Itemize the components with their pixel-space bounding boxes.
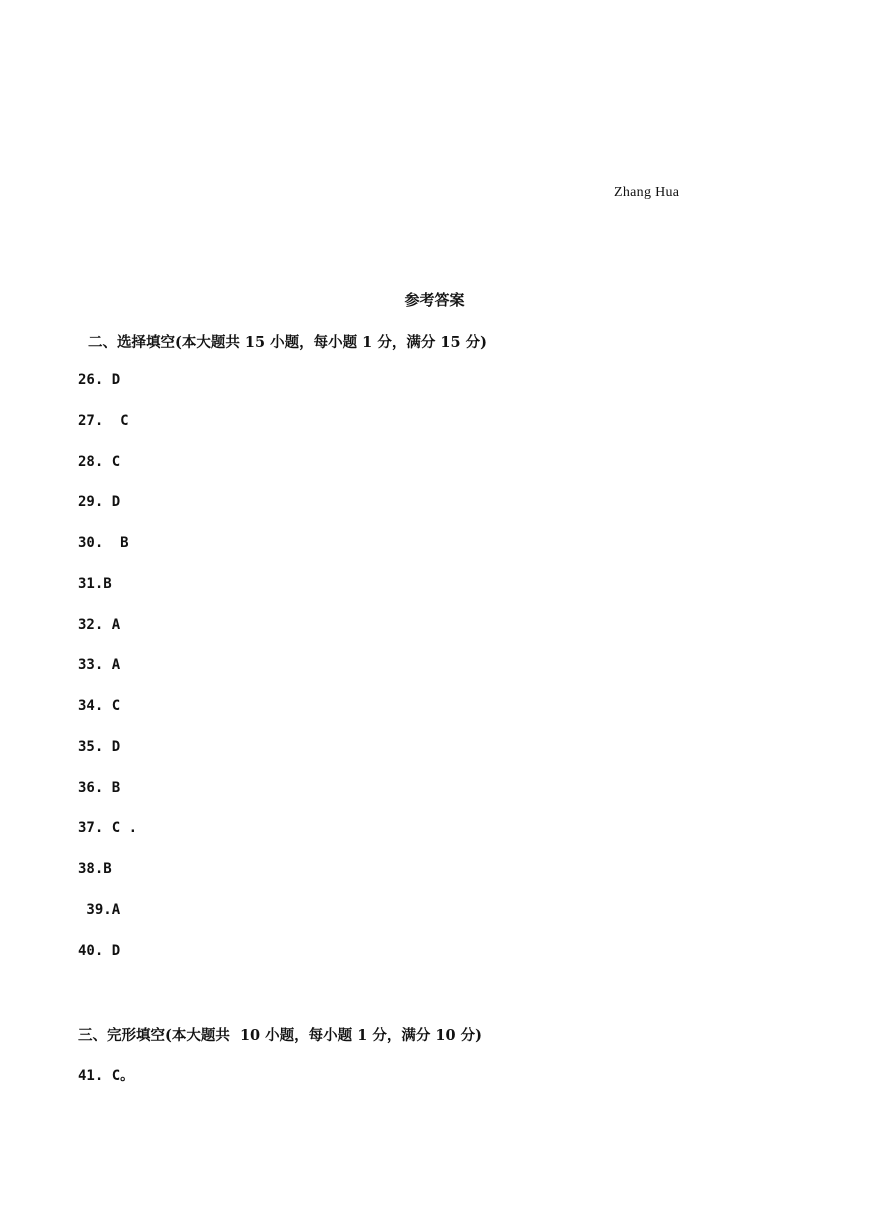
answer-item: 39.A [78, 902, 121, 918]
answer-item: 38.B [78, 861, 112, 877]
answer-item: 33. A [78, 657, 121, 673]
answer-item: 34. C [78, 698, 121, 714]
page-title-text: 参考答案 [404, 291, 465, 309]
answer-item: 36. B [78, 780, 121, 796]
answer-item: 29. D [78, 494, 121, 510]
signature: Zhang Hua [614, 185, 680, 200]
answer-item: 26. D [78, 372, 121, 388]
answer-item: 32. A [78, 617, 121, 633]
answer-item: 30. B [78, 535, 129, 551]
page-title [0, 289, 869, 310]
section-2-heading: 二、选择填空(本大题共 15 小题，每小题 1 分，满分 15 分) [88, 334, 487, 351]
answer-item: 37. C . [78, 820, 138, 836]
section-3-heading: 三、完形填空(本大题共 10 小题，每小题 1 分，满分 10 分) [78, 1027, 483, 1044]
answer-item: 28. C [78, 454, 121, 470]
answer-item: 41. C。 [78, 1068, 135, 1084]
answer-item: 40. D [78, 943, 121, 959]
answer-item: 31.B [78, 576, 112, 592]
answer-item: 27. C [78, 413, 129, 429]
answer-item: 35. D [78, 739, 121, 755]
